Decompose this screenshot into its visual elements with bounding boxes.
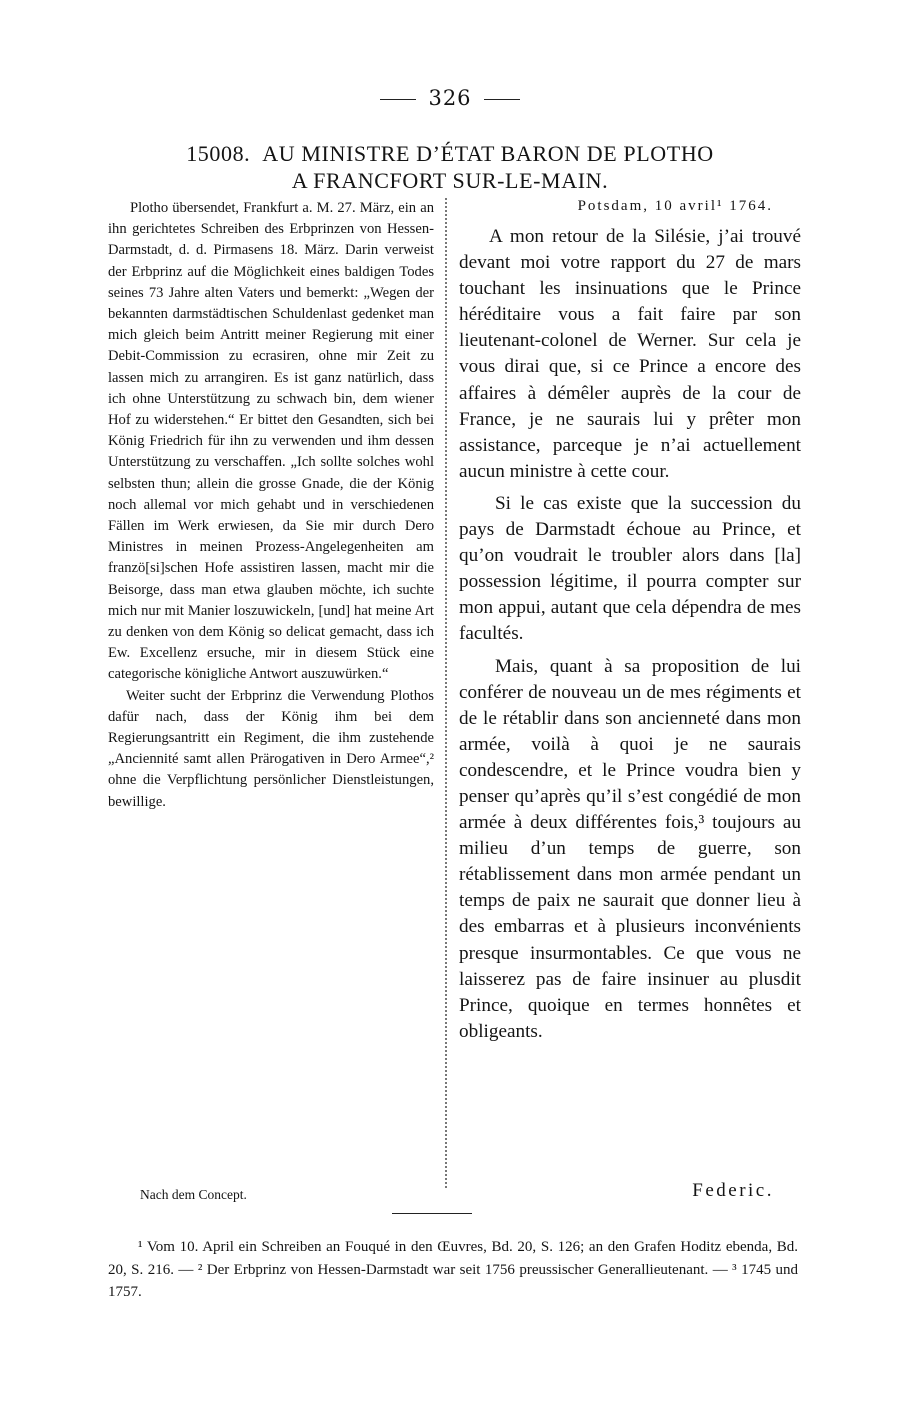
footnotes: ¹ Vom 10. April ein Schreiben an Fouqué in den Œuvres, Bd. 20, S. 126; an den Grafen Hoditz ebenda, Bd. 20, S. 216. — ² Der Erbprinz von Hessen-Darmstadt war seit 1756 preussischer Generallieutenant. — ³ 1745 und 1757. bbox=[108, 1239, 798, 1300]
dateline: Potsdam, 10 avril¹ 1764. bbox=[577, 198, 773, 214]
signature: Federic. bbox=[692, 1180, 774, 1201]
page-number: 326 bbox=[428, 86, 472, 110]
heading-title: AU MINISTRE D’ÉTAT BARON DE PLOTHO bbox=[262, 141, 714, 166]
left-dash bbox=[380, 99, 416, 100]
footnote-rule bbox=[392, 1213, 472, 1214]
heading-line-1 bbox=[100, 140, 800, 167]
letter-paragraph: A mon retour de la Silésie, j’ai trouvé devant moi votre rapport du 27 de mars touchant les insinuations que le Prince héréditaire vous a fait faire par son lieutenant-colonel de Werner. Sur cela je vous dirai que, si ce Prince a encore des affaires à démêler auprès de la cour de France, je ne saurais lui y prêter mon assistance, parceque je n’ai actuellement aucun ministre à cette cour. bbox=[459, 226, 801, 482]
letter-number: 15008. bbox=[186, 141, 251, 166]
right-dash bbox=[484, 99, 520, 100]
page-number-line bbox=[0, 86, 900, 110]
letter-heading bbox=[100, 140, 800, 194]
letter-paragraph: Mais, quant à sa proposition de lui conférer de nouveau un de mes régiments et de le rétablir dans son ancienneté dans mon armée, voilà à quoi je ne saurais condescendre, et le Prince voudra bien y penser qu’après qu’il s’est congédié de mon armée à deux différentes fois,³ toujours au milieu d’un temps de guerre, son rétablissement dans mon armée pendant un temps de paix ne saurait que donner lieu à des embarras et à plusieurs inconvénients presque insurmontables. Ce que vous ne laisserez pas de faire insinuer au plusdit Prince, quoique en termes honnêtes et obligeants. bbox=[459, 655, 801, 1042]
source-note: Nach dem Concept. bbox=[140, 1187, 247, 1202]
summary-paragraph: Weiter sucht der Erbprinz die Verwendung Plothos dafür nach, dass der König ihm bei dem Regierungsantritt ein Regiment, die ihm zustehende „Anciennité samt allen Prärogativen in Dero Armee“,² ohne die Verpflichtung persönlicher Dienstleistungen, bewillige. bbox=[108, 687, 434, 810]
summary-column bbox=[108, 198, 434, 813]
letter-column bbox=[459, 194, 801, 1051]
column-divider bbox=[445, 198, 447, 1188]
summary-paragraph: Plotho übersendet, Frankfurt a. M. 27. März, ein an ihn gerichtetes Schreiben des Erbprinzen von Hessen-Darmstadt, d. d. Pirmasens 18. März. Darin verweist der Erbprinz auf die Möglichkeit eines baldigen Todes seines 73 Jahre alten Vaters und bemerkt: „Wegen der bekannten darmstädtischen Schuldenlast gedenket man mich gleich beim Antritt meiner Regierung mit einer Debit-Commission zu ecrasiren, ohne mir Zeit zu lassen mich zu arrangiren. Es ist ganz natürlich, dass ich ohne Unterstützung zu schwach bin, dem wiener Hof zu widerstehen.“ Er bittet den Gesandten, sich bei König Friedrich für ihn zu verwenden und ihm dessen Unterstützung zu verschaffen. „Ich sollte solches wohl selbsten thun; allein die grosse Gnade, die der König noch allemal vor mich gehabt und in verschiedenen Fällen im Werk erwiesen, da Sie mir durch Dero Ministres in meinen Prozess-Angelegenheiten am franzö[si]schen Hofe assistiren lassen, macht mir die Beisorge, dass man etwa glauben möchte, ich suchte mich nur mit Manier loszuwickeln, [und] hat meine Art zu denken von dem König so delicat gemacht, dass ich Ew. Excellenz ersuche, mir in diesem Stück eine categorische königliche Antwort auszuwürken.“ bbox=[108, 200, 434, 683]
letter-paragraph: Si le cas existe que la succession du pays de Darmstadt échoue au Prince, et qu’on voudrait le troubler alors dans [la] possession légitime, il pourra compter sur mon appui, autant que cela dépendra de mes facultés. bbox=[459, 492, 801, 645]
heading-line-2: A FRANCFORT SUR-LE-MAIN. bbox=[291, 168, 609, 193]
